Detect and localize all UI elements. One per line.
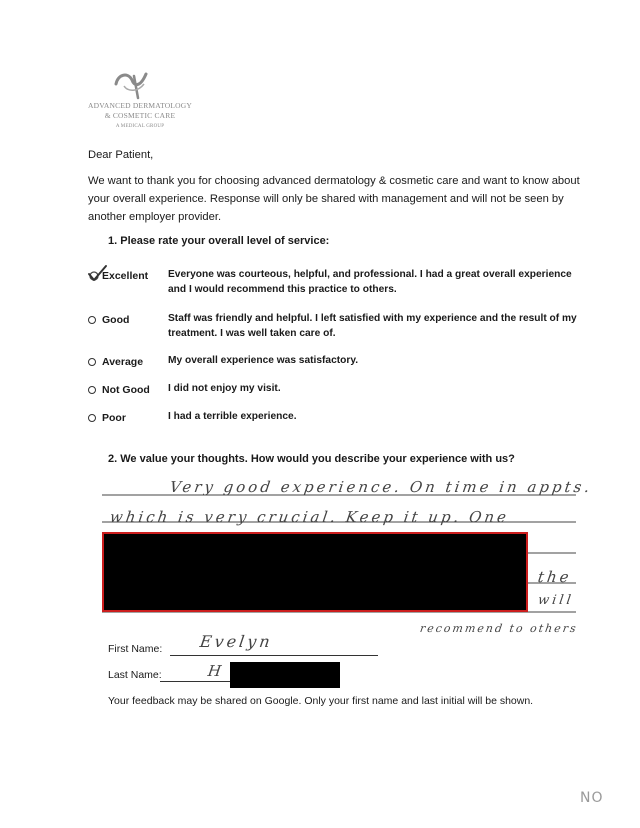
redaction-box (102, 532, 528, 612)
redaction-box-last-name (230, 662, 340, 688)
logo-line-2: & COSMETIC CARE (104, 111, 176, 120)
intro-paragraph: We want to thank you for choosing advanced dermatology & cosmetic care and want to know about your overall experience. Response will only be shared with management and will not be seen by another employer provider. (88, 175, 580, 223)
last-name-value[interactable]: H (206, 662, 226, 680)
option-average-description: My overall experience was satisfactory. (168, 355, 359, 366)
question-2: 2. We value your thoughts. How would you describe your experience with us? (108, 453, 515, 465)
handwritten-line-2: which is very crucial. Keep it up. One (108, 508, 511, 526)
option-good-label: Good (102, 314, 130, 326)
handwritten-fragment-2: will (536, 593, 575, 608)
greeting: Dear Patient, (88, 149, 154, 161)
option-poor-description: I had a terrible experience. (168, 411, 297, 422)
radio-average[interactable] (88, 358, 96, 366)
radio-not-good[interactable] (88, 386, 96, 394)
handwritten-line-end: recommend to others (419, 622, 579, 635)
question-1: 1. Please rate your overall level of service: (108, 235, 330, 247)
first-name-label: First Name: (108, 643, 163, 655)
option-excellent-label: Excellent (102, 270, 149, 282)
option-excellent-description: Everyone was courteous, helpful, and professional. I had a great overall experience and I would recommend this practice to others. (168, 269, 572, 295)
option-good-description: Staff was friendly and helpful. I left satisfied with my experience and the result of my treatment. I was well taken care of. (168, 313, 577, 339)
handwritten-fragment-1: the (536, 568, 573, 586)
logo-icon (110, 66, 154, 100)
option-average-label: Average (102, 356, 144, 368)
option-not-good-description: I did not enjoy my visit. (168, 383, 281, 394)
logo-line-3: A MEDICAL GROUP (115, 124, 165, 129)
last-name-label: Last Name: (108, 669, 162, 681)
first-name-value[interactable]: Evelyn (198, 632, 274, 651)
option-poor-label: Poor (102, 412, 126, 424)
footer-note: Your feedback may be shared on Google. Only your first name and last initial will be shown. (108, 695, 534, 707)
radio-good[interactable] (88, 316, 96, 324)
last-name-line (160, 681, 230, 682)
radio-poor[interactable] (88, 414, 96, 422)
handwritten-line-1: Very good experience. On time in appts. (168, 478, 594, 496)
option-not-good-label: Not Good (102, 384, 150, 396)
first-name-line (170, 655, 378, 656)
logo-line-1: ADVANCED DERMATOLOGY (88, 101, 192, 110)
corner-mark: NO (580, 790, 604, 806)
